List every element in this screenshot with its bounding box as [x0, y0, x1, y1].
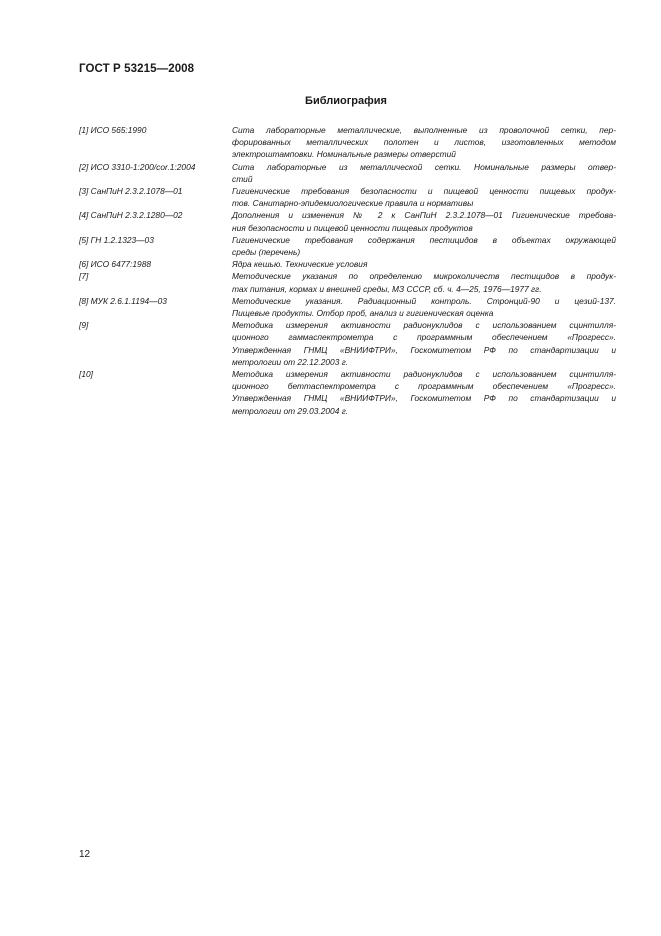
reference-description-line: электроштамповки. Номинальные размеры отверстий — [232, 149, 456, 160]
reference-code: [5] ГН 1.2.1323—03 — [79, 234, 154, 245]
bibliography-entry — [79, 258, 616, 270]
page-number: 12 — [79, 849, 91, 860]
reference-description-line: ния безопасности и пищевой ценности пищевых продуктов — [232, 222, 473, 233]
page-title — [0, 95, 661, 107]
bibliography-entry — [79, 234, 616, 258]
bibliography-entry — [79, 368, 616, 417]
reference-description-line: Сита лабораторные из металлической сетки. Номинальные размеры отвер- — [232, 161, 616, 172]
bibliography-entry — [79, 124, 616, 161]
reference-description-line: Ядра кешью. Технические условия — [232, 259, 368, 270]
reference-description — [232, 209, 616, 233]
reference-description-line: форированных металлических полотен и листов, изготовленных методом — [232, 137, 616, 148]
reference-description-line: ционного беттаспектрометра с программным обеспечением «Прогресс». — [232, 381, 616, 392]
bibliography-entry — [79, 185, 616, 209]
reference-code: [7] — [79, 271, 89, 282]
reference-code: [4] СанПиН 2.3.2.1280—02 — [79, 210, 183, 221]
reference-description-line: метрологии от 22.12.2003 г. — [232, 356, 349, 367]
bibliography-heading: Библиография — [305, 95, 387, 107]
bibliography-list — [79, 124, 616, 417]
reference-description-line: Сита лабораторные металлические, выполненные из проволочной сетки, пер- — [232, 125, 616, 135]
reference-description-line: тах питания, кормах и внешней среды, МЗ СССР, сб. ч. 4—25, 1976—1977 гг. — [232, 283, 542, 294]
reference-code: [10] — [79, 369, 93, 380]
reference-description — [232, 258, 616, 270]
reference-code: [2] ИСО 3310-1:200/cor.1:2004 — [79, 161, 196, 172]
reference-description-line: стий — [232, 173, 253, 184]
bibliography-entry — [79, 319, 616, 368]
reference-description-line: Пищевые продукты. Отбор проб, анализ и гигиеническая оценка — [232, 308, 494, 319]
reference-code: [9] — [79, 320, 89, 331]
reference-description-line: Дополнения и изменения № 2 к СанПиН 2.3.2.1078—01 Гигиенические требова- — [232, 210, 616, 221]
reference-description — [232, 295, 616, 319]
bibliography-entry — [79, 295, 616, 319]
reference-description-line: Гигиенические требования безопасности и пищевой ценности пищевых продук- — [232, 186, 616, 197]
reference-description — [232, 234, 616, 258]
document-header: ГОСТ Р 53215—2008 — [79, 63, 195, 75]
reference-description-line: Гигиенические требования содержания пестицидов в объектах окружающей — [232, 234, 616, 245]
reference-description — [232, 319, 616, 368]
reference-description — [232, 185, 616, 209]
reference-description-line: Утвержденная ГНМЦ «ВНИИФТРИ», Госкомитетом РФ по стандартизации и — [232, 393, 616, 404]
reference-description-line: тов. Санитарно-эпидемиологические правила и нормативы — [232, 198, 474, 209]
reference-description — [232, 368, 616, 417]
bibliography-entry — [79, 209, 616, 233]
reference-description — [232, 270, 616, 294]
reference-description-line: Методика измерения активности радионуклидов с использованием сцинтилля- — [232, 320, 616, 331]
reference-code: [3] СанПиН 2.3.2.1078—01 — [79, 186, 183, 197]
reference-code: [1] ИСО 565:1990 — [79, 125, 147, 135]
reference-code: [6] ИСО 6477:1988 — [79, 259, 152, 270]
reference-description-line: среды (перечень) — [232, 247, 301, 258]
reference-code: [8] МУК 2.6.1.1194—03 — [79, 295, 167, 306]
reference-description — [232, 161, 616, 185]
reference-description-line: ционного гаммаспектрометра с программным обеспечением «Прогресс». — [232, 332, 616, 343]
reference-description-line: Утвержденная ГНМЦ «ВНИИФТРИ», Госкомитетом РФ по стандартизации и — [232, 344, 616, 355]
reference-description-line: метрологии от 29.03.2004 г. — [232, 405, 349, 416]
reference-description-line: Методические указания. Радиационный контроль. Стронций-90 и цезий-137. — [232, 295, 616, 306]
bibliography-entry — [79, 270, 616, 294]
bibliography-entry — [79, 161, 616, 185]
reference-description — [232, 124, 616, 161]
reference-description-line: Методические указания по определению микроколичеств пестицидов в продук- — [232, 271, 616, 282]
reference-description-line: Методика измерения активности радионуклидов с использованием сцинтилля- — [232, 369, 616, 380]
